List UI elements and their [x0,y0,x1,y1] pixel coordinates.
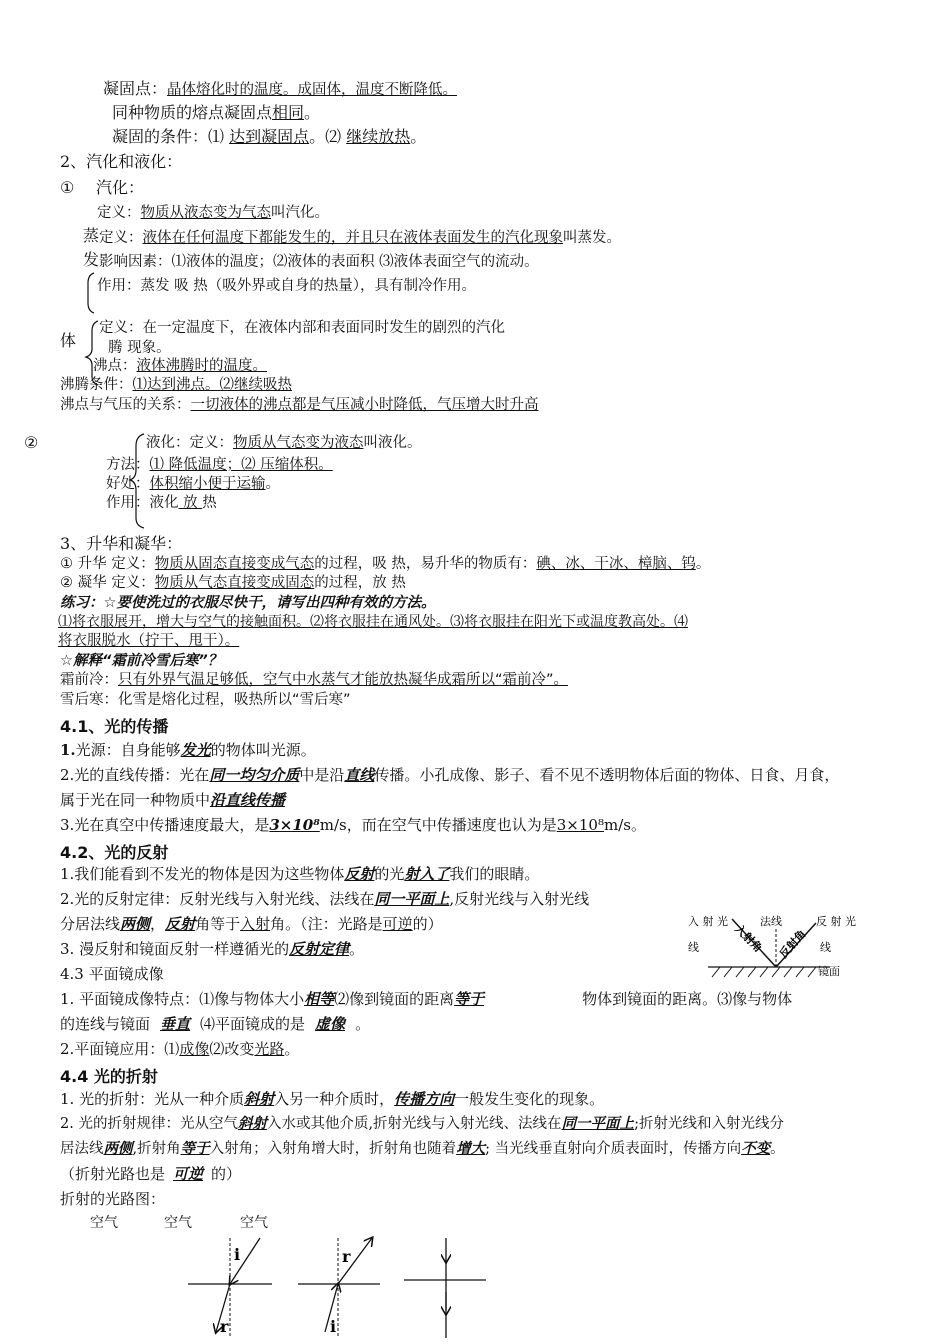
refract-air-2: 空气 [164,1215,192,1231]
boil-def-2: 腾 现象。 [108,340,171,356]
liquefy-effect-label: 作用： [106,495,150,511]
vapor-def-tail: 叫汽化。 [271,205,329,221]
boil-point-label: 沸点： [93,358,137,374]
refract-air-3: 空气 [240,1215,268,1231]
liquefy-effect [106,493,217,513]
boil-side-char: 体 [60,331,77,350]
freeze-same-pre: 同种物质的熔点凝固点 [112,103,273,122]
reflect-r4-u: 反射定律 [289,940,350,958]
light-l3 [60,790,285,810]
reflect-r3-mid1: ， [150,915,166,933]
refract-f2 [60,1114,784,1134]
freeze-cond-pre: 凝固的条件：⑴ [112,127,230,146]
mirror-m1-pre: 1. 平面镜成像特点：⑴像与物体大小 [60,990,305,1008]
freeze-cond-mid: 。⑵ [309,127,347,146]
mirror-m1-mid1: ⑵像到镜面的距离 [334,990,455,1008]
mirror-m1 [60,989,792,1009]
sublim-line-2 [60,573,406,593]
liquefy-method [106,455,333,475]
liquefy-effect-pre: 液化 [149,495,179,511]
light-l4-u: 3×10⁸ [269,816,320,834]
liquefy-effect-post: 热 [202,495,217,511]
sublim-l1-pre: ① 升华 定义： [60,556,155,572]
sublim-line-1 [60,554,710,574]
freeze-cond-post: 。 [410,127,427,146]
light-l1 [60,740,316,760]
sublim-l1-list: 碘、冰、干冰、樟脑、钨 [536,556,696,572]
freeze-line-2 [112,103,320,123]
liquefy-benefit-label: 好处： [106,476,150,492]
vapor-heading: 2、汽化和液化： [60,152,183,171]
section-4-4-heading: 4.4 光的折射 [60,1067,158,1086]
freeze-cond-b: 继续放热 [346,127,411,146]
mirror-m3-u1: 成像 [179,1040,210,1058]
boil-pressure [60,395,539,415]
refract-f3-mid2: 入射角；入射角增大时，折射角也随着 [209,1141,457,1157]
liquefy-def-tail: 叫液化。 [363,435,422,451]
freeze-same: 相同 [272,103,305,122]
light-l1-pre: 光源：自身能够 [75,741,181,759]
section-4-2-heading: 4.2、光的反射 [60,843,169,862]
freeze-value: 晶体熔化时的温度。成固体，温度不断降低。 [167,82,458,98]
reflect-r1-pre: 1.我们能看到不发光的物体是因为这些物体 [60,865,345,883]
reflect-r1-post: 我们的眼睛。 [449,865,540,883]
refraction-case-3 [404,1238,486,1338]
sublim-l2-u: 物质从气态直接变成固态 [154,575,315,591]
diag-angle-out: 反射角 [776,927,809,961]
mirror-m3-post: 。 [284,1040,300,1058]
refraction-diagram [180,1232,500,1342]
light-l3-u: 沿直线传播 [210,791,286,809]
practice-a2 [60,670,568,690]
liquefy-method-label: 方法： [106,457,150,473]
evap-factors: 影响因素：⑴液体的温度；⑵液体的表面积 ⑶液体表面空气的流动。 [99,254,539,270]
refraction-case-2 [298,1238,380,1338]
reflect-r4-post: 。 [349,940,365,958]
light-l1-u: 发光 [180,741,211,759]
sublim-l1-u: 物质从固态直接变成气态 [154,556,315,572]
practice-a2-value: 只有外界气温足够低，空气中水蒸气才能放热凝华成霜所以“霜前冷”。 [118,672,569,688]
diag-incident-1: 入 射 光 [688,915,728,928]
refract-label-i1: i [234,1245,241,1264]
mirror-m2 [60,1014,370,1034]
boil-point-value: 液体沸腾时的温度。 [136,358,267,374]
refract-f3-u1: 两侧 [103,1140,133,1157]
mirror-m1-u1: 相等 [304,990,335,1008]
mirror-m1-u2: 等于 [454,990,485,1008]
liquefy-benefit-tail: 。 [265,476,280,492]
sublim-l2-pre: ② 凝华 定义： [60,575,155,591]
reflect-r3-u1: 两侧 [120,915,151,933]
liquefy-effect-u: 放 [178,495,203,511]
boil-def: 定义：在一定温度下，在液体内部和表面同时发生的剧烈的汽化 [99,320,505,336]
refract-f3-u2: 等于 [180,1140,210,1157]
reflect-r3 [60,914,443,934]
light-l2-pre: 2.光的直线传播：光在 [60,766,210,784]
liquefy-benefit [106,474,280,494]
refract-f2-pre: 2. 光的折射规律：光从空气 [60,1116,238,1132]
freeze-cond-a: 达到凝固点 [229,127,310,146]
liquefy-def-value: 物质从气态变为液态 [233,435,364,451]
light-l4-u2: 3×10⁸ [556,816,604,834]
evap-side-char-2: 发 [83,250,100,269]
freeze-label: 凝固点： [103,79,168,98]
refract-f3-post: 。 [770,1141,785,1157]
reflect-r3-u2: 反射 [165,915,196,933]
evap-def-label: 定义： [99,230,143,246]
refract-f1-post: 一般发生变化的现象。 [454,1090,605,1108]
reflect-r2 [60,889,589,909]
mirror-m3-u2: 光路 [254,1040,285,1058]
refract-f3-mid3: ; 当光线垂直射向介质表面时，传播方向 [485,1141,742,1157]
reflect-r2-pre: 2.光的反射定律：反射光线与入射光线、法线在 [60,890,375,908]
mirror-m2-pre: 的连线与镜面 [60,1015,151,1033]
liquefy-num: ② [24,433,39,452]
light-l2-mid: 中是沿 [299,766,345,784]
mirror-m3-pre: 2.平面镜应用：⑴ [60,1040,180,1058]
sublim-l1-mid: 的过程，吸 热，易升华的物质有： [314,556,537,572]
sublim-heading: 3、升华和凝华： [60,534,183,553]
refract-f4 [60,1164,241,1184]
refract-f1-mid: 入另一种介质时， [274,1090,395,1108]
diag-mirror: 镜面 [818,965,840,978]
vapor-def [97,203,329,223]
diag-mirror-hatch [712,967,816,977]
liquefy-def-label: 液化：定义： [146,435,233,451]
light-l4 [60,815,646,835]
section-4-1-heading: 4.1、光的传播 [60,717,169,736]
liquefy-benefit-value: 体积缩小便于运输 [149,476,266,492]
refract-f1-pre: 1. 光的折射：光从一种介质 [60,1090,245,1108]
vapor-def-label: 定义： [97,205,141,221]
light-l2 [60,765,839,785]
evap-def-value: 液体在任何温度下都能发生的，并且只在液体表面发生的汽化现象 [142,230,563,246]
mirror-m2-mid: ⑷平面镜成的是 [200,1015,306,1033]
practice-a3: 雪后寒：化雪是熔化过程，吸热所以“雪后寒” [60,692,351,708]
light-l3-pre: 属于光在同一种物质中 [60,791,211,809]
evap-effect: 作用：蒸发 吸 热（吸外界或自身的热量），具有制冷作用。 [97,278,476,294]
reflect-r3-u3: 入射 [240,915,271,933]
refract-label-r1: r [220,1317,229,1336]
refract-label-i2: i [330,1317,337,1336]
diag-angle-in: 入射角 [732,922,765,955]
reflect-r3-mid2: 角等于 [195,915,241,933]
reflect-r3-post: 的） [412,915,443,933]
evap-def-tail: 叫蒸发。 [563,230,621,246]
refract-f3-u3: 增大 [456,1140,486,1157]
reflect-r4-pre: 3. 漫反射和镜面反射一样遵循光的 [60,940,290,958]
reflect-r4 [60,939,364,959]
reflect-r1-mid: 的光 [374,865,405,883]
refract-f1-u1: 斜射 [244,1090,275,1108]
refract-f3 [60,1139,785,1159]
light-l4-mid: m/s，而在空气中传播速度也认为是 [319,816,557,834]
diag-reflected-1: 反 射 光 [816,915,856,928]
boil-cond-label: 沸腾条件： [60,377,133,393]
light-l1-num: 1. [60,741,76,759]
refract-f4-post: 的） [211,1165,242,1183]
vapor-sub1-num: ① [60,178,75,197]
reflect-r1-u: 反射 [344,865,375,883]
refract-f3-mid1: ,折射角 [132,1141,181,1157]
diag-reflected-2: 线 [820,941,831,954]
section-4-3-heading: 4.3 平面镜成像 [60,965,164,983]
practice-a1-l2: 将衣服脱水（拧干、甩干）。 [58,633,240,649]
practice-a1-l1: ⑴将衣服展开，增大与空气的接触面积。⑵将衣服挂在通风处。⑶将衣服挂在阳光下或温度教高处。⑷ [58,614,688,630]
light-l4-pre: 3.光在真空中传播速度最大，是 [60,816,270,834]
mirror-m3 [60,1039,299,1059]
freeze-line-1 [103,79,457,100]
diag-incident-2: 线 [688,941,699,954]
light-l4-post: m/s。 [603,816,646,834]
refract-f1-u2: 传播方向 [394,1090,455,1108]
boil-brace [86,321,98,385]
reflect-r2-u: 同一平面上 [374,890,450,908]
light-l2-post: 传播。小孔成像、影子、看不见不透明物体后面的物体、日食、月食， [374,766,840,784]
light-l2-u2: 直线 [344,766,375,784]
refract-air-1: 空气 [90,1215,118,1231]
refract-f1 [60,1089,604,1109]
mirror-m3-mid: ⑵改变 [209,1040,255,1058]
practice-a2-label: 霜前冷： [60,672,118,688]
evap-brace [88,273,94,313]
reflection-diagram [680,905,860,985]
reflect-r1 [60,864,539,884]
refraction-case-1 [188,1238,272,1338]
brace-lines [80,225,104,555]
mirror-m1-post: 物体到镜面的距离。⑶像与物体 [582,990,793,1008]
evap-side-char-1: 蒸 [83,226,100,245]
refract-f3-u4: 不变 [741,1140,771,1157]
vapor-def-value: 物质从液态变为气态 [140,205,271,221]
reflect-r3-u4: 可逆 [382,915,413,933]
mirror-m2-u2: 虚像 [315,1015,346,1033]
refract-f2-post: ;折射光线和入射光线分 [634,1116,784,1132]
reflect-r2-post: ,反射光线与入射光线 [449,890,590,908]
reflect-r3-mid3: 角。（注：光路是 [270,915,383,933]
evap-def [99,228,621,248]
sublim-l1-post: 。 [695,556,711,572]
practice-q1: 练习：☆要使洗过的衣服尽快干，请写出四种有效的方法。 [60,595,436,611]
refract-f5: 折射的光路图： [60,1190,166,1208]
boil-cond-value: ⑴达到沸点。⑵继续吸热 [132,377,292,393]
refract-f2-u1: 斜射 [237,1115,267,1132]
liquefy-method-value: ⑴ 降低温度；⑵ 压缩体积。 [149,457,333,473]
refract-f3-pre: 居法线 [60,1141,104,1157]
light-l1-post: 的物体叫光源。 [210,741,316,759]
refract-f4-u: 可逆 [173,1165,204,1183]
boil-point [93,356,267,376]
refract-f4-pre: （折射光路也是 [60,1165,166,1183]
mirror-m2-u1: 垂直 [160,1015,191,1033]
freeze-same-post: 。 [304,103,321,122]
mirror-m2-post: 。 [355,1015,371,1033]
refract-f2-u2: 同一平面上 [561,1115,635,1132]
boil-pressure-value: 一切液体的沸点都是气压减小时降低，气压增大时升高 [190,397,539,413]
freeze-line-3 [112,127,426,147]
diag-normal: 法线 [760,915,782,928]
refract-f2-mid1: 入水或其他介质,折射光线与入射光线、法线在 [266,1116,562,1132]
refract-label-r2: r [342,1247,351,1266]
light-l2-u1: 同一均匀介质 [209,766,300,784]
boil-pressure-label: 沸点与气压的关系： [60,397,191,413]
vapor-sub1-title: 汽化： [96,178,145,197]
practice-q2: ☆解释“霜前冷雪后寒”？ [60,653,223,669]
sublim-l2-post: 的过程，放 热 [314,575,406,591]
liquefy-def [146,433,422,453]
reflect-r1-u2: 射入了 [404,865,450,883]
reflect-r3-pre: 分居法线 [60,915,121,933]
